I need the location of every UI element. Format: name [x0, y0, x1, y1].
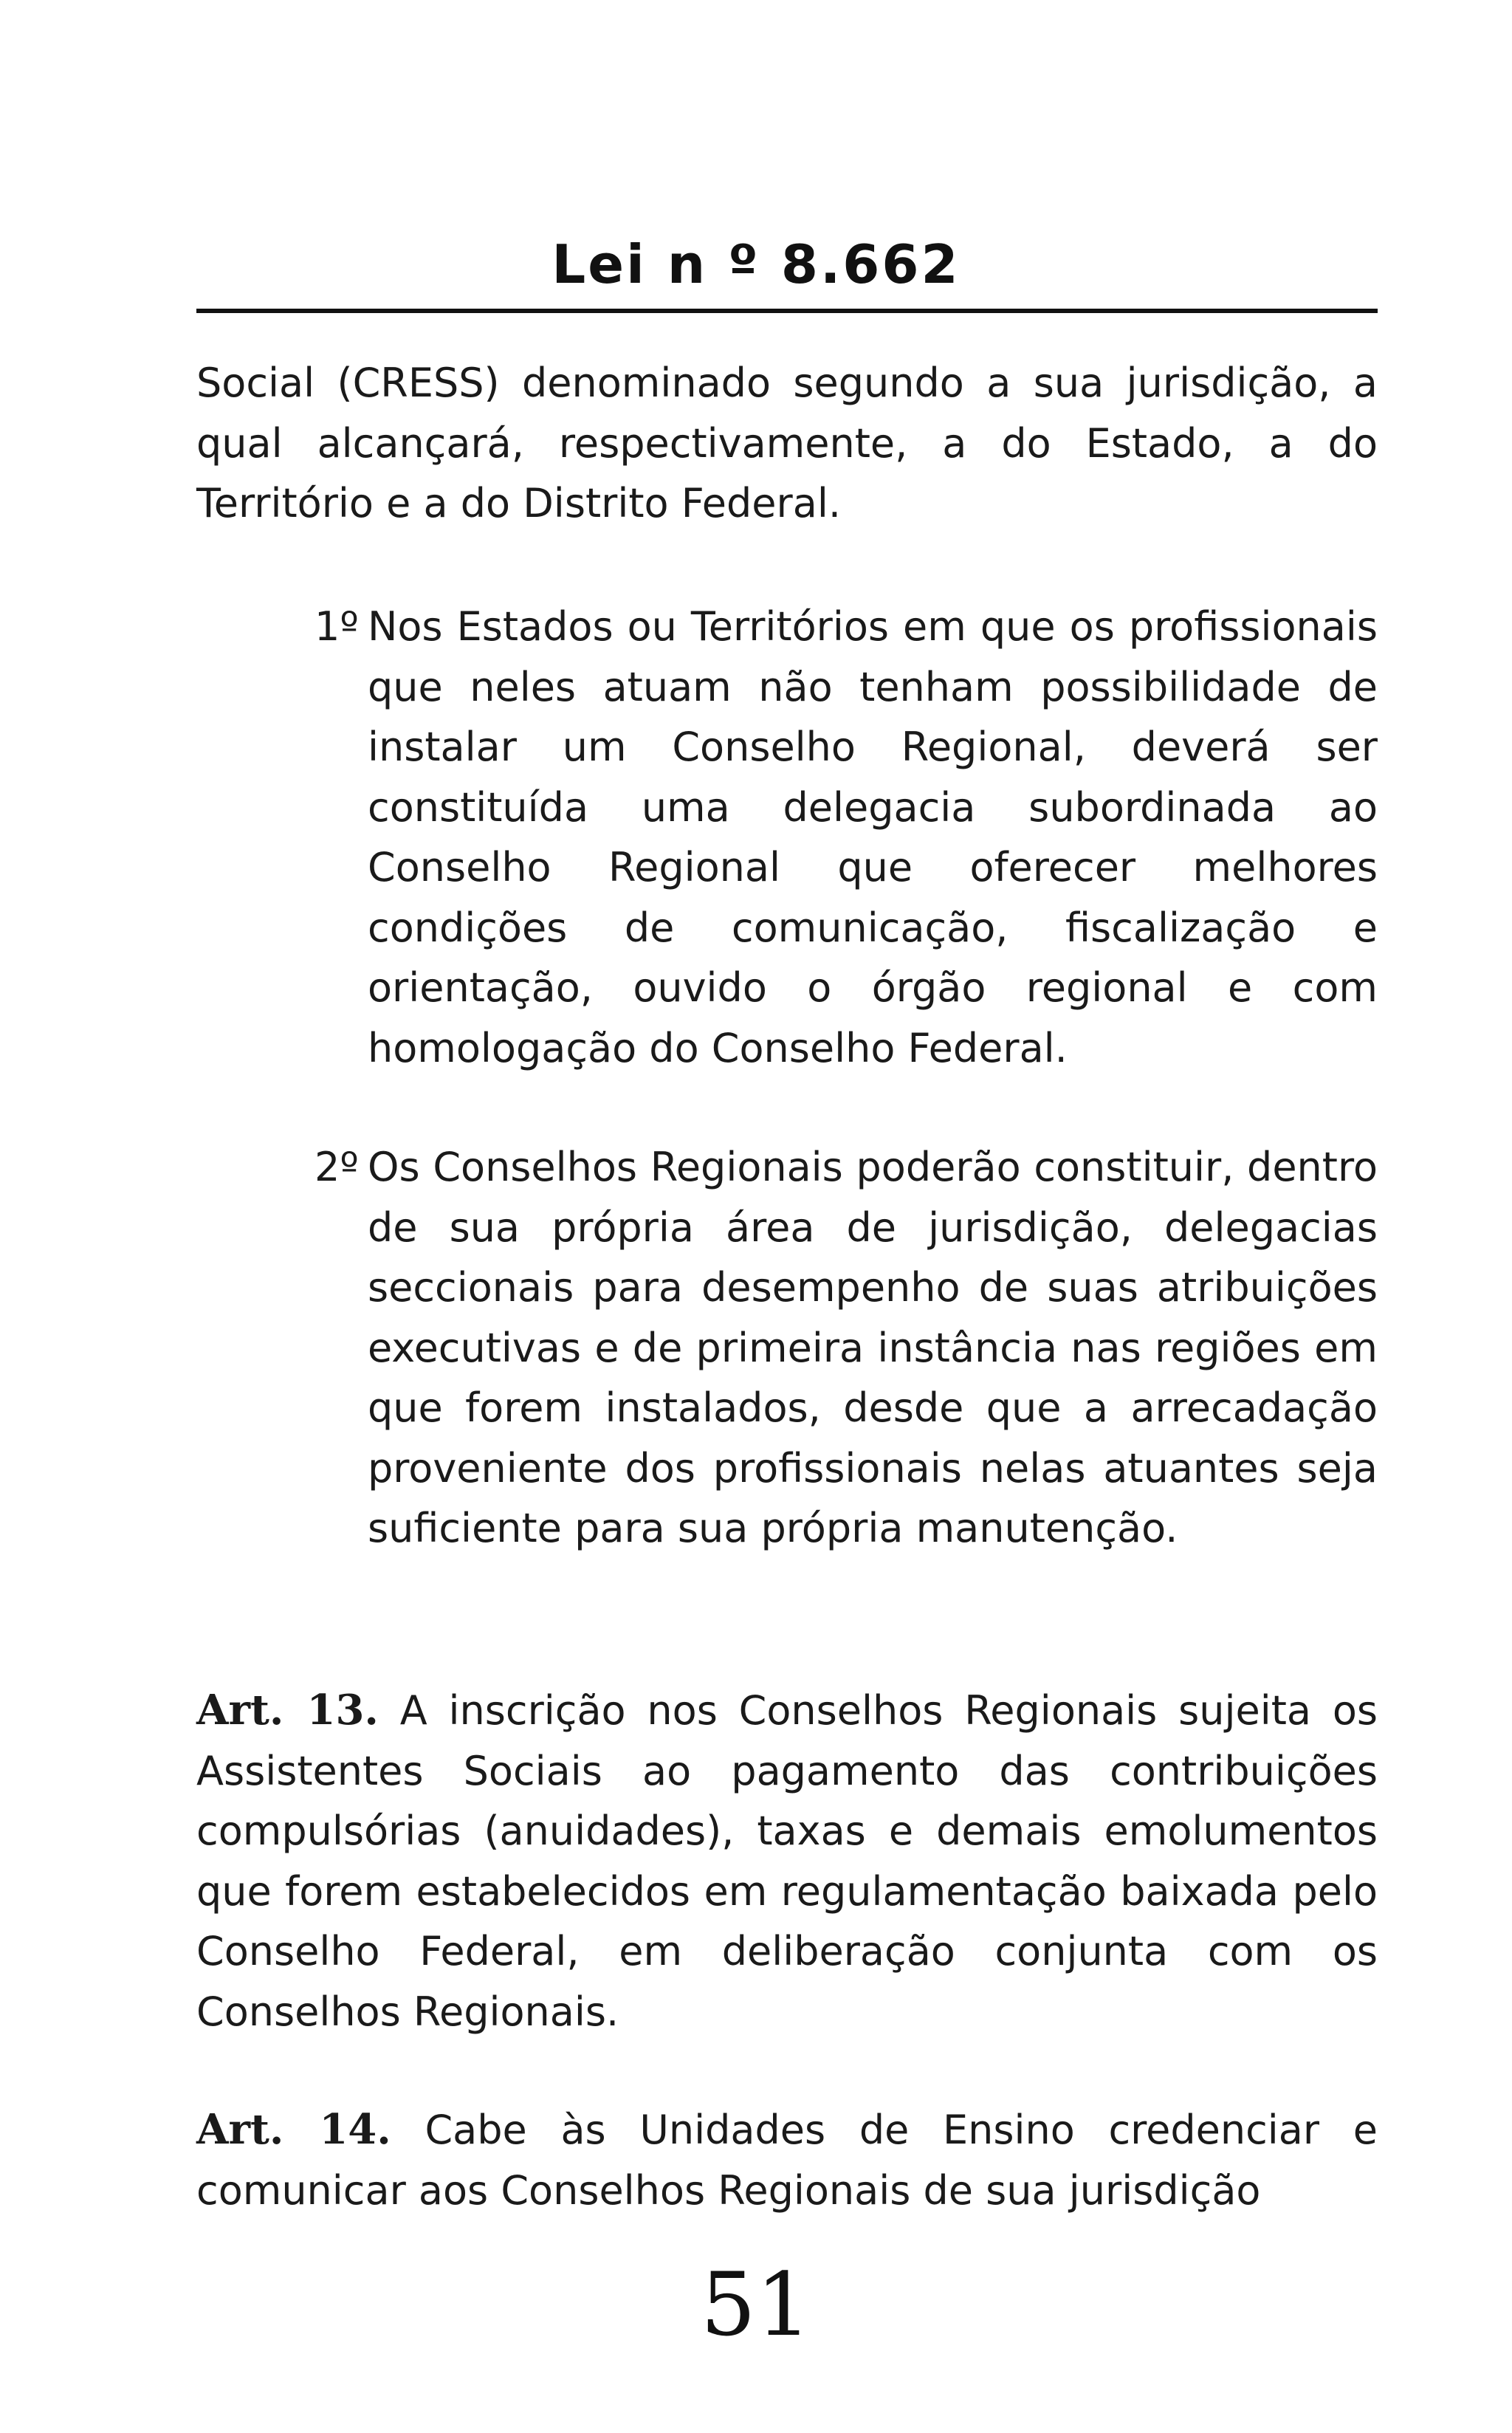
paragraph-item-2 [315, 1137, 1378, 1559]
intro-paragraph: Social (CRESS) denominado segundo a sua jurisdição, a qual alcançará, respectivamente, a do Estado, a do Território e a do Distrito Federal. [196, 360, 1378, 526]
item-text: Nos Estados ou Territórios em que os profissionais que neles atuam não tenham possibilidade de instalar um Conselho Regional, deverá ser constituída uma delegacia subordinada ao Conselho Regional que oferecer melhores condições de comunicação, fiscalização e orientação, ouvido o órgão regional e com homologação do Conselho Federal. [368, 603, 1378, 1071]
article-13 [196, 1681, 1378, 2042]
running-header-title: Lei n º 8.662 [551, 233, 961, 295]
item-text: Os Conselhos Regionais poderão constituir, dentro de sua própria área de jurisdição, delegacias seccionais para desempenho de suas atribuições executivas e de primeira instância nas regiões em que forem instalados, desde que a arrecadação proveniente dos profissionais nelas atuantes seja suficiente para sua própria manutenção. [368, 1144, 1378, 1551]
article-text: Cabe às Unidades de Ensino credenciar e comunicar aos Conselhos Regionais de sua jurisdição [196, 2107, 1378, 2214]
article-label: Art. 13. [196, 1686, 379, 1734]
article-label: Art. 14. [196, 2105, 391, 2154]
article-14 [196, 2100, 1378, 2220]
article-text: A inscrição nos Conselhos Regionais sujeita os Assistentes Sociais ao pagamento das contribuições compulsórias (anuidades), taxas e demais emolumentos que forem estabelecidos em regulamentação baixada pelo Conselho Federal, em deliberação conjunta com os Conselhos Regionais. [196, 1687, 1378, 2035]
paragraph-item-1 [315, 597, 1378, 1078]
page-number: 51 [700, 2254, 812, 2355]
item-number: 2º [315, 1144, 359, 1190]
item-number: 1º [315, 603, 359, 650]
header-rule [196, 309, 1378, 313]
